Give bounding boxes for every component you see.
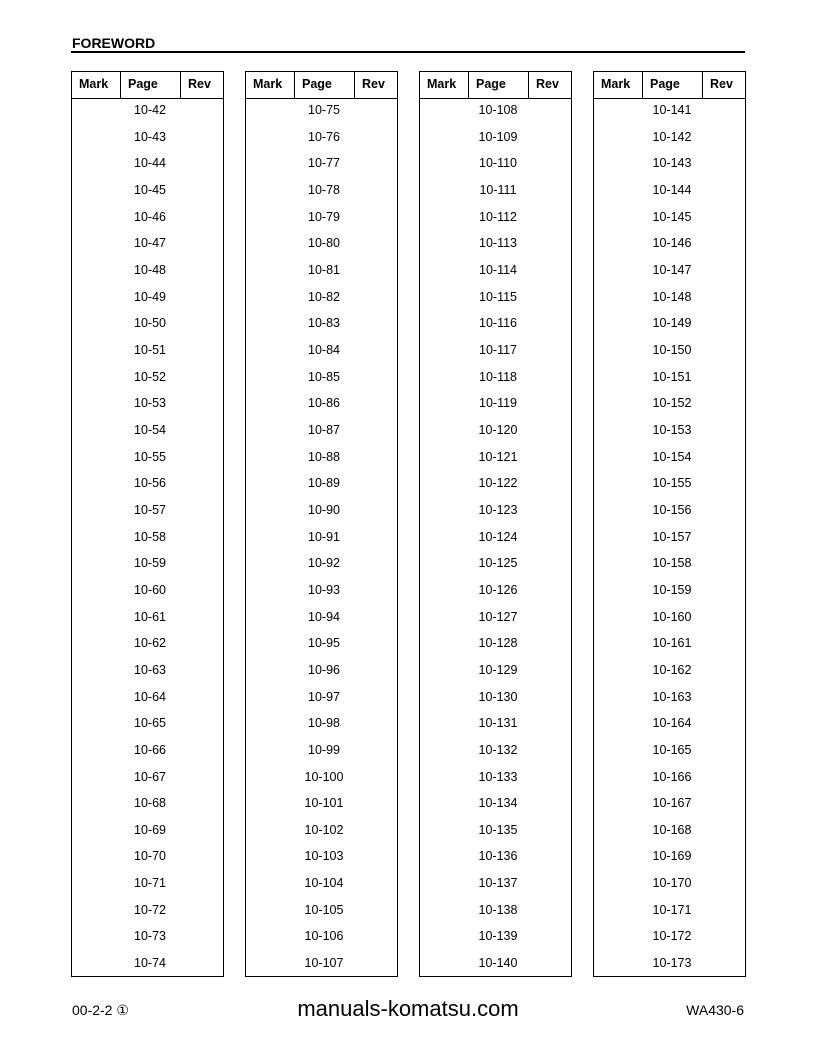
- table-row-page: 10-95: [308, 636, 340, 651]
- table-row-page: 10-67: [134, 769, 166, 784]
- table-row-page: 10-53: [134, 396, 166, 411]
- table-row-page: 10-105: [304, 902, 344, 917]
- table-row-page: 10-68: [134, 796, 166, 811]
- table-row-page: 10-136: [478, 849, 518, 864]
- table-row-page: 10-121: [478, 449, 518, 464]
- table-row-page: 10-69: [134, 822, 166, 837]
- table-row-page: 10-146: [652, 236, 692, 251]
- table-row-page: 10-54: [134, 422, 166, 437]
- table-row-page: 10-71: [134, 876, 166, 891]
- table-row-page: 10-43: [134, 129, 166, 144]
- table-row-page: 10-59: [134, 556, 166, 571]
- revision-table: [245, 71, 398, 977]
- table-row-page: 10-117: [479, 342, 517, 357]
- table-header: [72, 72, 223, 99]
- table-row-page: 10-143: [652, 156, 692, 171]
- header-rev: Rev: [710, 77, 733, 91]
- table-row-page: 10-164: [652, 716, 692, 731]
- table-row-page: 10-74: [134, 956, 166, 971]
- watermark: manuals-komatsu.com: [297, 996, 519, 1021]
- page-title: FOREWORD: [72, 35, 156, 51]
- header-mark: Mark: [246, 72, 295, 98]
- table-row-page: 10-128: [478, 636, 518, 651]
- table-row-page: 10-167: [652, 796, 692, 811]
- table-row-page: 10-90: [308, 502, 340, 517]
- header-rev: Rev: [188, 77, 211, 91]
- table-row-page: 10-139: [478, 929, 518, 944]
- table-row-page: 10-144: [652, 182, 692, 197]
- table-row-page: 10-45: [134, 182, 166, 197]
- table-row-page: 10-56: [134, 476, 166, 491]
- table-row-page: 10-166: [652, 769, 692, 784]
- header-page: Page: [469, 72, 529, 98]
- table-row-page: 10-77: [308, 156, 340, 171]
- table-row-page: 10-80: [308, 236, 340, 251]
- table-header: [246, 72, 397, 99]
- table-row-page: 10-153: [652, 422, 692, 437]
- table-row-page: 10-122: [478, 476, 518, 491]
- revision-table: [419, 71, 572, 977]
- table-row-page: 10-131: [478, 716, 518, 731]
- table-row-page: 10-125: [478, 556, 518, 571]
- table-row-page: 10-149: [652, 316, 692, 331]
- table-row-page: 10-84: [308, 342, 340, 357]
- table-row-page: 10-168: [652, 822, 692, 837]
- table-row-page: 10-44: [134, 156, 166, 171]
- table-row-page: 10-103: [304, 849, 344, 864]
- table-row-page: 10-124: [478, 529, 518, 544]
- table-row-page: 10-48: [134, 262, 166, 277]
- table-row-page: 10-102: [304, 822, 344, 837]
- table-row-page: 10-135: [478, 822, 518, 837]
- table-row-page: 10-126: [478, 582, 518, 597]
- table-row-page: 10-173: [652, 956, 692, 971]
- table-row-page: 10-50: [134, 316, 166, 331]
- table-row-page: 10-145: [652, 209, 692, 224]
- header-rev: Rev: [536, 77, 559, 91]
- table-row-page: 10-156: [652, 502, 692, 517]
- header-mark: Mark: [420, 72, 469, 98]
- table-row-page: 10-158: [652, 556, 692, 571]
- table-row-page: 10-107: [304, 956, 344, 971]
- table-row-page: 10-133: [478, 769, 518, 784]
- table-row-page: 10-78: [308, 182, 340, 197]
- table-row-page: 10-75: [308, 103, 340, 117]
- table-row-page: 10-129: [478, 662, 518, 677]
- table-row-page: 10-64: [134, 689, 166, 704]
- header-mark: Mark: [594, 72, 643, 98]
- table-row-page: 10-115: [479, 289, 517, 304]
- table-row-page: 10-51: [134, 342, 166, 357]
- table-row-page: 10-97: [308, 689, 340, 704]
- table-row-page: 10-108: [478, 103, 518, 117]
- header-page: Page: [295, 72, 355, 98]
- table-row-page: 10-86: [308, 396, 340, 411]
- table-row-page: 10-137: [478, 876, 518, 891]
- table-row-page: 10-152: [652, 396, 692, 411]
- header-page: Page: [121, 72, 181, 98]
- table-row-page: 10-119: [479, 396, 517, 411]
- table-row-page: 10-76: [308, 129, 340, 144]
- table-row-page: 10-161: [652, 636, 692, 651]
- table-row-page: 10-73: [134, 929, 166, 944]
- table-row-page: 10-100: [304, 769, 344, 784]
- table-row-page: 10-47: [134, 236, 166, 251]
- table-row-page: 10-159: [652, 582, 692, 597]
- table-row-page: 10-134: [478, 796, 518, 811]
- table-row-page: 10-62: [134, 636, 166, 651]
- table-row-page: 10-49: [134, 289, 166, 304]
- table-row-page: 10-93: [308, 582, 340, 597]
- table-row-page: 10-42: [134, 103, 166, 117]
- table-row-page: 10-162: [652, 662, 692, 677]
- table-row-page: 10-130: [478, 689, 518, 704]
- table-row-page: 10-140: [478, 956, 518, 971]
- table-row-page: 10-147: [652, 262, 692, 277]
- table-row-page: 10-132: [478, 742, 518, 757]
- table-row-page: 10-65: [134, 716, 166, 731]
- revision-table: [71, 71, 224, 977]
- table-row-page: 10-112: [479, 209, 517, 224]
- footer-model: WA430-6: [686, 1002, 744, 1018]
- table-row-page: 10-46: [134, 209, 166, 224]
- table-row-page: 10-170: [652, 876, 692, 891]
- table-row-page: 10-91: [308, 529, 340, 544]
- table-row-page: 10-60: [134, 582, 166, 597]
- table-row-page: 10-58: [134, 529, 166, 544]
- table-row-page: 10-89: [308, 476, 340, 491]
- table-header: [420, 72, 571, 99]
- table-row-page: 10-165: [652, 742, 692, 757]
- table-row-page: 10-66: [134, 742, 166, 757]
- table-row-page: 10-94: [308, 609, 340, 624]
- table-row-page: 10-55: [134, 449, 166, 464]
- table-row-page: 10-116: [479, 316, 517, 331]
- table-row-page: 10-83: [308, 316, 340, 331]
- table-row-page: 10-87: [308, 422, 340, 437]
- title-rule: [71, 51, 745, 53]
- table-row-page: 10-141: [652, 103, 692, 117]
- table-row-page: 10-150: [652, 342, 692, 357]
- table-row-page: 10-151: [652, 369, 692, 384]
- table-row-page: 10-88: [308, 449, 340, 464]
- footer-page-number: 00-2-2 ①: [72, 1002, 129, 1018]
- table-row-page: 10-82: [308, 289, 340, 304]
- table-row-page: 10-148: [652, 289, 692, 304]
- table-row-page: 10-52: [134, 369, 166, 384]
- table-row-page: 10-61: [134, 609, 166, 624]
- table-row-page: 10-98: [308, 716, 340, 731]
- table-row-page: 10-109: [478, 129, 518, 144]
- table-row-page: 10-169: [652, 849, 692, 864]
- table-row-page: 10-101: [304, 796, 344, 811]
- revision-table: [593, 71, 746, 977]
- table-row-page: 10-155: [652, 476, 692, 491]
- table-row-page: 10-79: [308, 209, 340, 224]
- table-row-page: 10-157: [652, 529, 692, 544]
- table-row-page: 10-120: [478, 422, 518, 437]
- table-row-page: 10-123: [478, 502, 518, 517]
- table-row-page: 10-57: [134, 502, 166, 517]
- table-row-page: 10-111: [479, 182, 517, 197]
- table-header: [594, 72, 745, 99]
- table-row-page: 10-63: [134, 662, 166, 677]
- table-row-page: 10-142: [652, 129, 692, 144]
- table-row-page: 10-96: [308, 662, 340, 677]
- table-row-page: 10-99: [308, 742, 340, 757]
- header-rev: Rev: [362, 77, 385, 91]
- table-row-page: 10-81: [308, 262, 340, 277]
- table-row-page: 10-92: [308, 556, 340, 571]
- table-row-page: 10-106: [304, 929, 344, 944]
- table-row-page: 10-172: [652, 929, 692, 944]
- table-row-page: 10-160: [652, 609, 692, 624]
- table-row-page: 10-138: [478, 902, 518, 917]
- table-row-page: 10-171: [652, 902, 692, 917]
- table-row-page: 10-154: [652, 449, 692, 464]
- table-row-page: 10-70: [134, 849, 166, 864]
- table-row-page: 10-127: [478, 609, 518, 624]
- table-row-page: 10-163: [652, 689, 692, 704]
- header-page: Page: [643, 72, 703, 98]
- table-row-page: 10-118: [479, 369, 517, 384]
- table-row-page: 10-85: [308, 369, 340, 384]
- table-row-page: 10-104: [304, 876, 344, 891]
- table-row-page: 10-114: [479, 262, 517, 277]
- table-row-page: 10-110: [479, 156, 517, 171]
- header-mark: Mark: [72, 72, 121, 98]
- table-row-page: 10-72: [134, 902, 166, 917]
- table-row-page: 10-113: [479, 236, 517, 251]
